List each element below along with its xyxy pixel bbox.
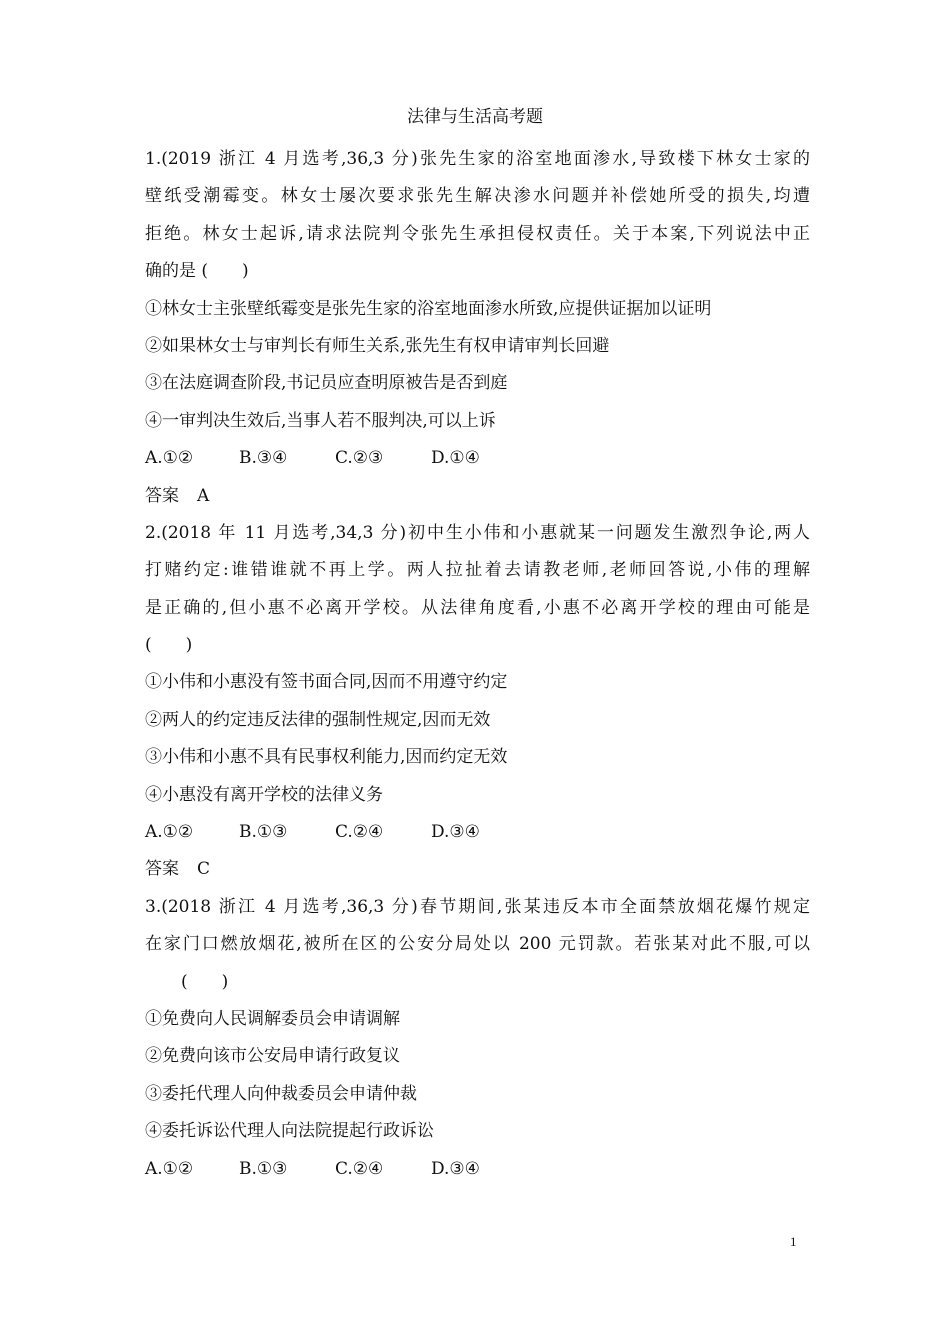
option-a: A.①② [145, 1158, 194, 1179]
option-d: D.③④ [431, 822, 480, 843]
answer-label: 答案 [145, 485, 179, 506]
option-b: B.③④ [239, 448, 288, 469]
question-stem-line: 拒绝。林女士起诉,请求法院判令张先生承担侵权责任。关于本案,下列说法中正 [145, 223, 810, 244]
statement-item: ③在法庭调查阶段,书记员应查明原被告是否到庭 [145, 373, 508, 394]
statement-item: ②免费向该市公安局申请行政复议 [145, 1046, 400, 1067]
statement-item: ②两人的约定违反法律的强制性规定,因而无效 [145, 709, 491, 730]
question-3 [145, 889, 810, 1188]
question-2 [145, 515, 810, 889]
answer-options [145, 814, 810, 851]
question-list [145, 141, 810, 1188]
option-c: C.②④ [335, 822, 384, 843]
page-number: 1 [790, 1234, 797, 1249]
answer-line [145, 478, 810, 515]
question-1 [145, 141, 810, 515]
answer-value: C [197, 859, 211, 880]
answer-options [145, 1151, 810, 1188]
option-a: A.①② [145, 822, 194, 843]
option-b: B.①③ [239, 822, 288, 843]
option-d: D.③④ [431, 1158, 480, 1179]
option-d: D.①④ [431, 448, 480, 469]
answer-line [145, 851, 810, 888]
statement-item: ①小伟和小惠没有签书面合同,因而不用遵守约定 [145, 672, 508, 693]
option-a: A.①② [145, 448, 194, 469]
question-stem-line: 在家门口燃放烟花,被所在区的公安分局处以 200 元罚款。若张某对此不服,可以 [145, 934, 810, 955]
page-title: 法律与生活高考题 [407, 107, 543, 127]
question-stem-line: ( ) [145, 635, 193, 656]
statement-item: ④小惠没有离开学校的法律义务 [145, 784, 383, 805]
question-stem-line: 3.(2018 浙江 4 月选考,36,3 分)春节期间,张某违反本市全面禁放烟花爆竹规定 [145, 896, 810, 917]
question-stem-line: 是正确的,但小惠不必离开学校。从法律角度看,小惠不必离开学校的理由可能是 [145, 597, 810, 618]
question-stem-line: 打赌约定:谁错谁就不再上学。两人拉扯着去请教老师,老师回答说,小伟的理解 [145, 560, 810, 581]
statement-item: ③委托代理人向仲裁委员会申请仲裁 [145, 1083, 417, 1104]
statement-item: ③小伟和小惠不具有民事权利能力,因而约定无效 [145, 747, 508, 768]
answer-label: 答案 [145, 859, 179, 880]
answer-value: A [197, 485, 210, 506]
option-b: B.①③ [239, 1158, 288, 1179]
statement-item: ④一审判决生效后,当事人若不服判决,可以上诉 [145, 410, 496, 431]
option-c: C.②③ [335, 448, 384, 469]
statement-item: ①免费向人民调解委员会申请调解 [145, 1008, 400, 1029]
statement-item: ②如果林女士与审判长有师生关系,张先生有权申请审判长回避 [145, 335, 610, 356]
question-stem-line: 2.(2018 年 11 月选考,34,3 分)初中生小伟和小惠就某一问题发生激烈争论,两人 [145, 522, 810, 543]
option-c: C.②④ [335, 1158, 384, 1179]
statement-item: ①林女士主张壁纸霉变是张先生家的浴室地面渗水所致,应提供证据加以证明 [145, 298, 712, 319]
question-stem-line: ( ) [181, 971, 229, 992]
statement-item: ④委托诉讼代理人向法院提起行政诉讼 [145, 1121, 434, 1142]
answer-options [145, 440, 810, 477]
question-stem-line: 1.(2019 浙江 4 月选考,36,3 分)张先生家的浴室地面渗水,导致楼下林女士家的 [145, 149, 810, 169]
question-stem-line: 壁纸受潮霉变。林女士屡次要求张先生解决渗水问题并补偿她所受的损失,均遭 [145, 186, 810, 207]
question-stem-line: 确的是 ( ) [145, 261, 249, 282]
